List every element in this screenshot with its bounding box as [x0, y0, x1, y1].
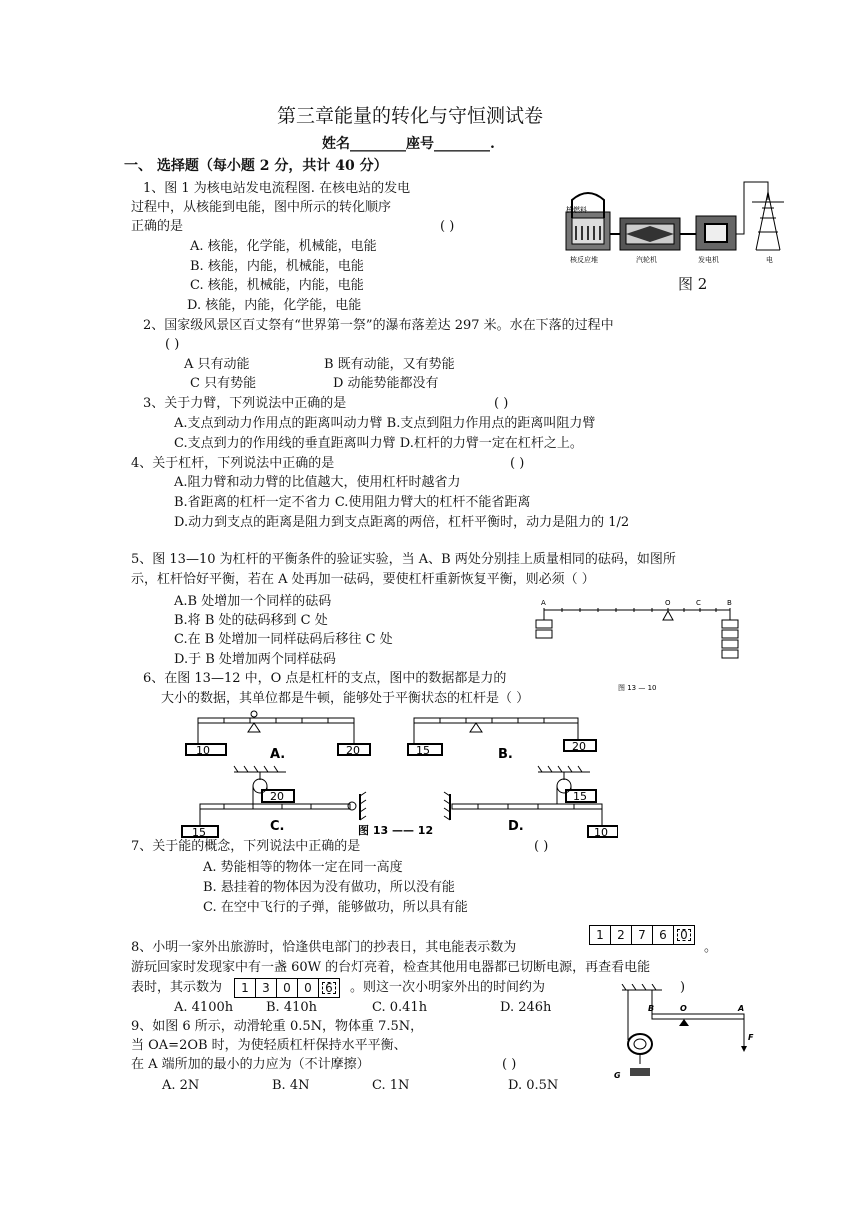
q3-options-line1: A.支点到动力作用点的距离叫动力臂 B.支点到阻力作用点的距离叫阻力臂	[174, 416, 596, 431]
q6-stem-line2: 大小的数据，其单位都是牛顿，能够处于平衡状态的杠杆是（ ）	[161, 691, 530, 706]
q8-stem-line3a: 表时，其示数为	[131, 980, 223, 995]
point-c-label: C	[696, 599, 701, 607]
q8-option-d: D. 246h	[500, 1000, 552, 1015]
point-a-label: A	[541, 599, 546, 607]
meter2-decimal-digit: 6	[319, 979, 339, 997]
q7-option-c: C. 在空中飞行的子弹，能够做功，所以具有能	[203, 900, 468, 915]
meter2-digit2: 3	[256, 979, 277, 997]
fig-c-top-weight: 20	[270, 790, 284, 803]
q4-option-a: A.阻力臂和动力臂的比值越大，使用杠杆时越省力	[174, 475, 461, 490]
fig-d-bottom-weight: 10	[594, 826, 608, 838]
q1-option-c: C. 核能，机械能，内能，电能	[190, 278, 364, 293]
q8-answer-paren: )	[680, 980, 686, 995]
q3-stem: 3、关于力臂，下列说法中正确的是	[143, 396, 347, 411]
q8-stem-line3b: 。则这一次小明家外出的时间约为	[350, 980, 546, 995]
fig-a-right-weight: 20	[346, 744, 360, 757]
q9-stem-line1: 9、如图 6 所示，动滑轮重 0.5N，物体重 7.5N，	[131, 1019, 424, 1034]
q5-option-c: C.在 B 处增加一同样砝码后移往 C 处	[174, 632, 393, 647]
q7-option-b: B. 悬挂着的物体因为没有做功，所以没有能	[203, 880, 455, 895]
meter-reading-before	[589, 925, 695, 945]
point-b-label: B	[727, 599, 732, 607]
q2-option-c: C 只有势能	[190, 376, 257, 391]
name-seat-line: 姓名________座号________.	[322, 136, 495, 152]
q1-option-d: D. 核能，内能，化学能，电能	[187, 298, 362, 313]
q4-stem: 4、关于杠杆，下列说法中正确的是	[131, 456, 335, 471]
q9-stem-line2: 当 OA=2OB 时，为使轻质杠杆保持水平平衡、	[131, 1038, 407, 1053]
q9-option-c: C. 1N	[372, 1078, 410, 1093]
lever-options-figure	[178, 708, 618, 838]
meter2-digit1: 1	[235, 979, 256, 997]
q7-stem: 7、关于能的概念，下列说法中正确的是	[131, 839, 361, 854]
q1-stem-line2: 过程中，从核能到电能，图中所示的转化顺序	[131, 200, 392, 215]
fig-c-bottom-weight: 15	[192, 826, 206, 838]
q8-stem-line1: 8、小明一家外出旅游时，恰逢供电部门的抄表日，其电能表示数为	[131, 940, 517, 955]
nuclear-plant-diagram	[562, 178, 798, 268]
meter1-digit1: 1	[590, 926, 611, 944]
q2-answer-paren: ( )	[165, 337, 180, 352]
q6-stem-line1: 6、在图 13—12 中，O 点是杠杆的支点，图中的数据都是力的	[143, 671, 507, 686]
nuclear-fuel-label: 核燃料	[566, 206, 587, 214]
q2-option-b: B 既有动能，又有势能	[324, 357, 455, 372]
q9-option-d: D. 0.5N	[508, 1078, 559, 1093]
q8-stem-line1-end: 。	[704, 940, 718, 955]
q3-options-line2: C.支点到力的作用线的垂直距离叫力臂 D.杠杆的力臂一定在杠杆之上。	[174, 436, 583, 451]
q1-answer-paren: ( )	[440, 219, 455, 234]
page-title: 第三章能量的转化与守恒测试卷	[277, 105, 544, 127]
point-a-label: A	[738, 1004, 745, 1013]
q5-option-d: D.于 B 处增加两个同样砝码	[174, 652, 336, 667]
meter1-decimal-digit: 0	[674, 926, 694, 944]
turbine-label: 汽轮机	[636, 256, 657, 264]
point-o-label: O	[665, 599, 671, 607]
fig-b-left-weight: 15	[416, 744, 430, 757]
q2-stem: 2、国家级风景区百丈祭有“世界第一祭”的瀑布落差达 297 米。水在下落的过程中	[143, 318, 614, 333]
q8-option-b: B. 410h	[266, 1000, 318, 1015]
q3-answer-paren: ( )	[494, 396, 509, 411]
q5-stem-line2: 示，杠杆恰好平衡，若在 A 处再加一砝码，要使杠杆重新恢复平衡，则必须（ ）	[131, 572, 595, 587]
q2-option-a: A 只有动能	[184, 357, 250, 372]
weight-g-label: G	[614, 1071, 621, 1080]
pulley-lever-figure	[608, 984, 768, 1084]
q5-option-a: A.B 处增加一个同样的砝码	[174, 594, 332, 609]
q7-answer-paren: ( )	[534, 839, 549, 854]
electricity-label: 电	[766, 256, 773, 264]
meter-reading-after	[234, 978, 340, 998]
q7-option-a: A. 势能相等的物体一定在同一高度	[203, 860, 403, 875]
q1-option-b: B. 核能，内能，机械能，电能	[190, 259, 364, 274]
meter1-digit3: 7	[632, 926, 653, 944]
q8-option-a: A. 4100h	[174, 1000, 234, 1015]
fig-b-label: B.	[498, 747, 513, 762]
q1-stem-line3: 正确的是	[131, 219, 184, 234]
q4-answer-paren: ( )	[510, 456, 525, 471]
point-b-label: B	[648, 1004, 655, 1013]
fig-b-right-weight: 20	[572, 740, 586, 753]
figure2-caption: 图 2	[678, 275, 708, 293]
q9-option-a: A. 2N	[162, 1078, 200, 1093]
figure-13-12-caption: 图 13 —— 12	[358, 824, 434, 837]
q9-answer-paren: ( )	[502, 1057, 517, 1072]
generator-label: 发电机	[698, 256, 719, 264]
point-o-label: O	[680, 1004, 687, 1013]
fig-d-label: D.	[508, 819, 524, 834]
q4-options-bc: B.省距离的杠杆一定不省力 C.使用阻力臂大的杠杆不能省距离	[174, 495, 531, 510]
meter2-digit3: 0	[277, 979, 298, 997]
lever-balance-figure	[534, 596, 744, 696]
q8-option-c: C. 0.41h	[372, 1000, 428, 1015]
meter1-digit4: 6	[653, 926, 674, 944]
q1-option-a: A. 核能，化学能，机械能，电能	[190, 239, 377, 254]
q2-option-d: D 动能势能都没有	[333, 376, 439, 391]
force-f-label: F	[748, 1033, 754, 1042]
fig-d-top-weight: 15	[573, 790, 587, 803]
fig-c-label: C.	[270, 819, 285, 834]
q1-stem-line1: 1、图 1 为核电站发电流程图. 在核电站的发电	[143, 181, 411, 196]
section-heading: 一、 选择题（每小题 2 分，共计 40 分）	[124, 158, 388, 174]
q4-option-d: D.动力到支点的距离是阻力到支点距离的两倍，杠杆平衡时，动力是阻力的 1/2	[174, 515, 630, 530]
fig-a-label: A.	[270, 747, 286, 762]
q9-option-b: B. 4N	[272, 1078, 310, 1093]
meter1-digit2: 2	[611, 926, 632, 944]
q9-stem-line3: 在 A 端所加的最小的力应为（不计摩擦）	[131, 1057, 370, 1072]
q5-stem-line1: 5、图 13—10 为杠杆的平衡条件的验证实验，当 A、B 两处分别挂上质量相同的砝码，如图所	[131, 552, 676, 567]
q5-option-b: B.将 B 处的砝码移到 C 处	[174, 613, 328, 628]
reactor-label: 核反应堆	[570, 256, 598, 264]
figure-13-10-caption: 图 13 — 10	[618, 684, 657, 692]
fig-a-left-weight: 10	[196, 744, 210, 757]
meter2-digit4: 0	[298, 979, 319, 997]
q8-stem-line2: 游玩回家时发现家中有一盏 60W 的台灯亮着，检查其他用电器都已切断电源，再查看电能	[131, 960, 651, 975]
